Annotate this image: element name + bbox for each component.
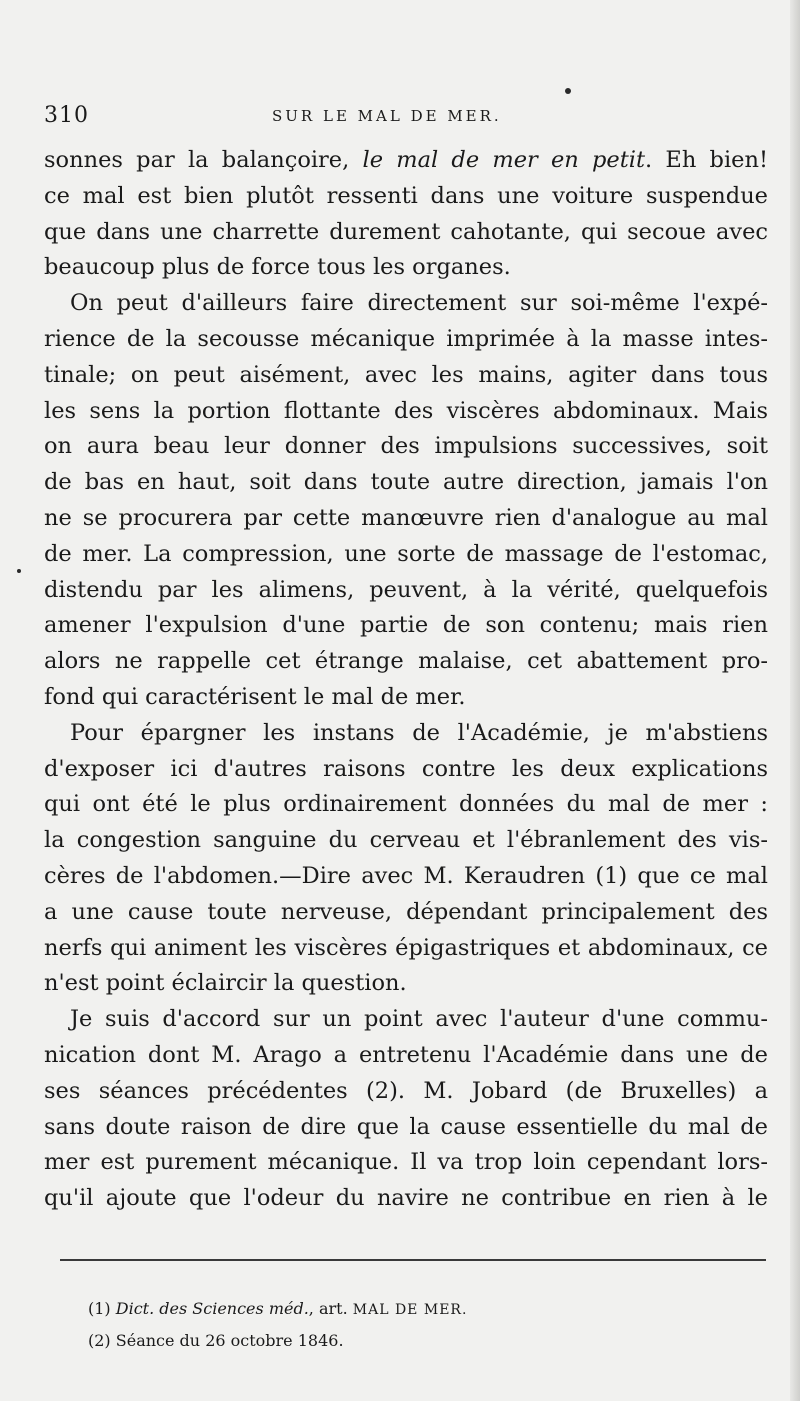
text-line: mer est purement mécanique. Il va trop loin cependant lors- — [44, 1149, 768, 1176]
text-line: sans doute raison de dire que la cause essentielle du mal de — [44, 1113, 768, 1140]
footnotes — [88, 1293, 708, 1357]
footnote-mark: (1) — [88, 1299, 111, 1318]
text-line: d'exposer ici d'autres raisons contre les deux explications — [44, 755, 768, 782]
text-line: tinale; on peut aisément, avec les mains, agiter dans tous — [44, 361, 768, 388]
emphasis: le mal de mer en petit — [362, 147, 646, 173]
text-line: la congestion sanguine du cerveau et l'ébranlement des vis- — [44, 827, 768, 854]
text-line: rience de la secousse mécanique imprimée à la masse intes- — [44, 325, 768, 352]
footnote-text: Séance du 26 octobre 1846. — [115, 1331, 344, 1350]
text-line: sonnes par la balançoire, le mal de mer en petit. Eh bien! — [44, 147, 768, 173]
text-line: beaucoup plus de force tous les organes. — [44, 254, 511, 281]
footnote-2 — [88, 1325, 708, 1357]
text-line: qu'il ajoute que l'odeur du navire ne contribue en rien à le — [44, 1185, 768, 1212]
text-line: ses séances précédentes (2). M. Jobard (de Bruxelles) a — [44, 1077, 768, 1104]
footnote-rule — [60, 1259, 766, 1261]
running-title: SUR LE MAL DE MER. — [272, 107, 502, 125]
text-line: ne se procurera par cette manœuvre rien d'analogue au mal — [44, 504, 768, 531]
paragraph-start: On peut d'ailleurs faire directement sur soi-même l'expé- — [70, 290, 768, 317]
paragraph-start: Pour épargner les instans de l'Académie, je m'abstiens — [70, 719, 768, 746]
text-line: a une cause toute nerveuse, dépendant principalement des — [44, 898, 768, 925]
paragraph-start: Je suis d'accord sur un point avec l'auteur d'une commu- — [70, 1006, 768, 1033]
page-edge — [790, 0, 800, 1401]
text-line: nication dont M. Arago a entretenu l'Académie dans une de — [44, 1041, 768, 1068]
text-line: qui ont été le plus ordinairement données du mal de mer : — [44, 791, 768, 818]
text-line: de bas en haut, soit dans toute autre direction, jamais l'on — [44, 469, 768, 496]
text-line: amener l'expulsion d'une partie de son contenu; mais rien — [44, 612, 768, 639]
ink-speck — [17, 569, 21, 573]
running-head — [44, 103, 744, 133]
text-line: distendu par les alimens, peuvent, à la vérité, quelquefois — [44, 576, 768, 603]
footnote-caps: MAL DE MER. — [352, 1302, 468, 1318]
text-line: de mer. La compression, une sorte de massage de l'estomac, — [44, 540, 768, 567]
footnote-1: (1) Dict. des Sciences méd., art. MAL DE MER. — [88, 1299, 468, 1318]
page-number: 310 — [44, 103, 89, 128]
footnote-source: Dict. des Sciences méd. — [115, 1299, 309, 1318]
text-line: cères de l'abdomen.—Dire avec M. Keraudren (1) que ce mal — [44, 862, 768, 889]
ink-speck — [565, 88, 571, 94]
text-line: les sens la portion flottante des viscères abdominaux. Mais — [44, 397, 768, 424]
text-line: alors ne rappelle cet étrange malaise, cet abattement pro- — [44, 648, 768, 675]
text-line: fond qui caractérisent le mal de mer. — [44, 683, 466, 710]
text-line: on aura beau leur donner des impulsions successives, soit — [44, 433, 768, 460]
text-line: n'est point éclaircir la question. — [44, 970, 407, 997]
text-line: nerfs qui animent les viscères épigastriques et abdominaux, ce — [44, 934, 768, 961]
text-line: que dans une charrette durement cahotante, qui secoue avec — [44, 218, 768, 245]
text-line: ce mal est bien plutôt ressenti dans une voiture suspendue — [44, 182, 768, 209]
footnote-mark: (2) — [88, 1331, 111, 1350]
body-text — [44, 143, 768, 1217]
